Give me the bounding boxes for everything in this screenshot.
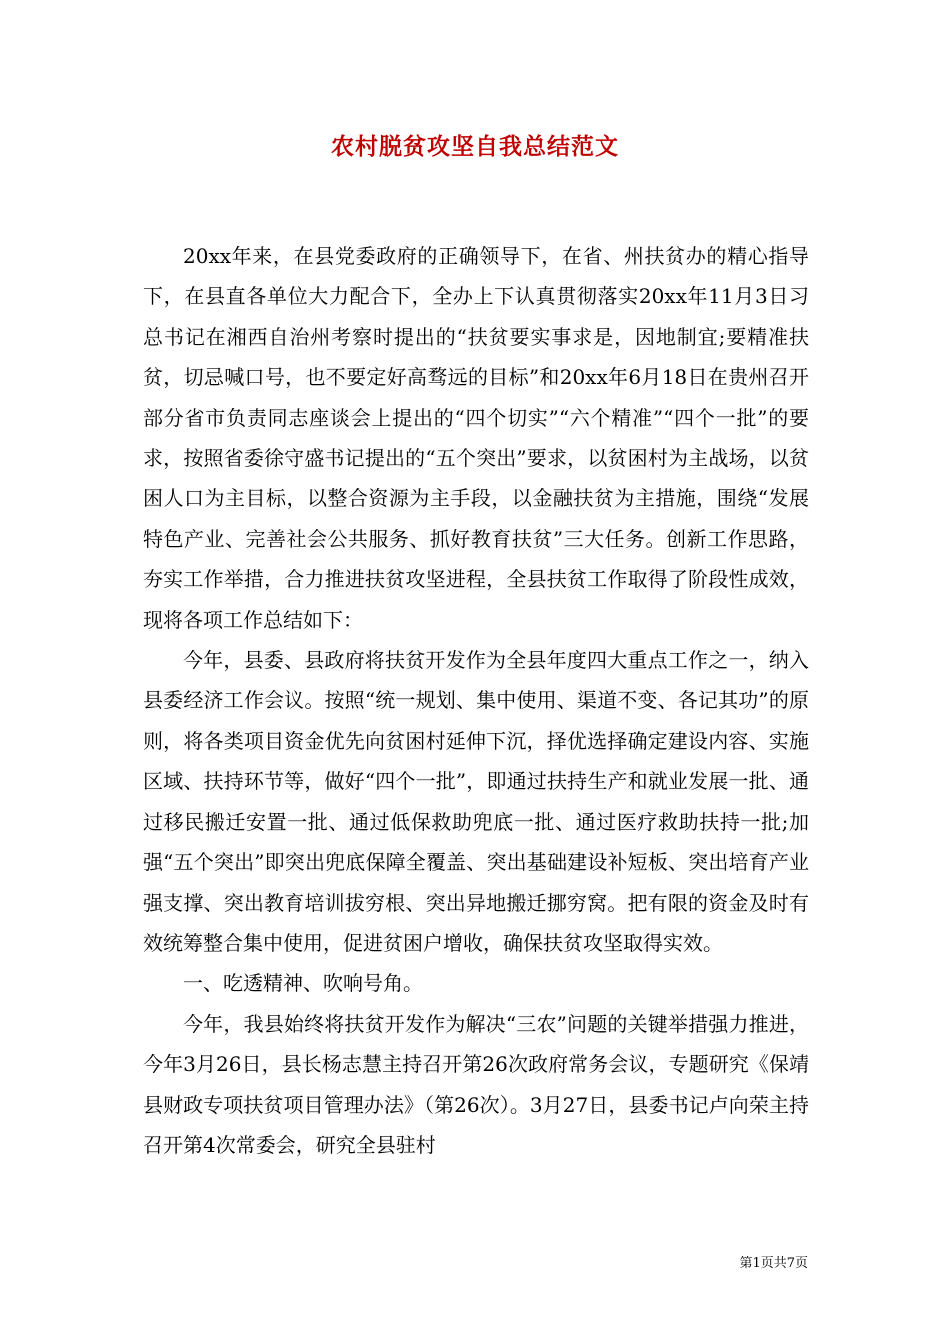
- paragraph-1: 20xx年来，在县党委政府的正确领导下，在省、州扶贫办的精心指导下，在县直各单位大力配合下，全办上下认真贯彻落实20xx年11月3日习总书记在湘西自治州考察时提出的“扶贫要实事求是，因地制宜;要精准扶贫，切忌喊口号，也不要定好高骛远的目标”和20xx年6月18日在贵州召开部分省市负责同志座谈会上提出的“四个切实”“六个精准”“四个一批”的要求，按照省委徐守盛书记提出的“五个突出”要求，以贫困村为主战场，以贫困人口为主目标，以整合资源为主手段，以金融扶贫为主措施，围绕“发展特色产业、完善社会公共服务、抓好教育扶贫”三大任务。创新工作思路，夯实工作举措，合力推进扶贫攻坚进程，全县扶贫工作取得了阶段性成效，现将各项工作总结如下：: [143, 244, 809, 632]
- page-number: 第1页共7页: [739, 1256, 808, 1271]
- document-title: 农村脱贫攻坚自我总结范文: [331, 133, 619, 160]
- document-body: [143, 236, 809, 1165]
- section-heading-1: 一、吃透精神、吹响号角。: [183, 971, 423, 996]
- paragraph-3: 今年，我县始终将扶贫开发作为解决“三农”问题的关键举措强力推进，今年3月26日，县长杨志慧主持召开第26次政府常务会议，专题研究《保靖县财政专项扶贫项目管理办法》（第26次）。3月27日，县委书记卢向荣主持召开第4次常委会，研究全县驻村: [143, 1011, 809, 1157]
- paragraph-2: 今年，县委、县政府将扶贫开发作为全县年度四大重点工作之一，纳入县委经济工作会议。按照“统一规划、集中使用、渠道不变、各记其功”的原则，将各类项目资金优先向贫困村延伸下沉，择优选择确定建设内容、实施区域、扶持环节等，做好“四个一批”，即通过扶持生产和就业发展一批、通过移民搬迁安置一批、通过低保救助兜底一批、通过医疗救助扶持一批;加强“五个突出”即突出兜底保障全覆盖、突出基础建设补短板、突出培育产业强支撑、突出教育培训拔穷根、突出异地搬迁挪穷窝。把有限的资金及时有效统筹整合集中使用，促进贫困户增收，确保扶贫攻坚取得实效。: [143, 648, 809, 955]
